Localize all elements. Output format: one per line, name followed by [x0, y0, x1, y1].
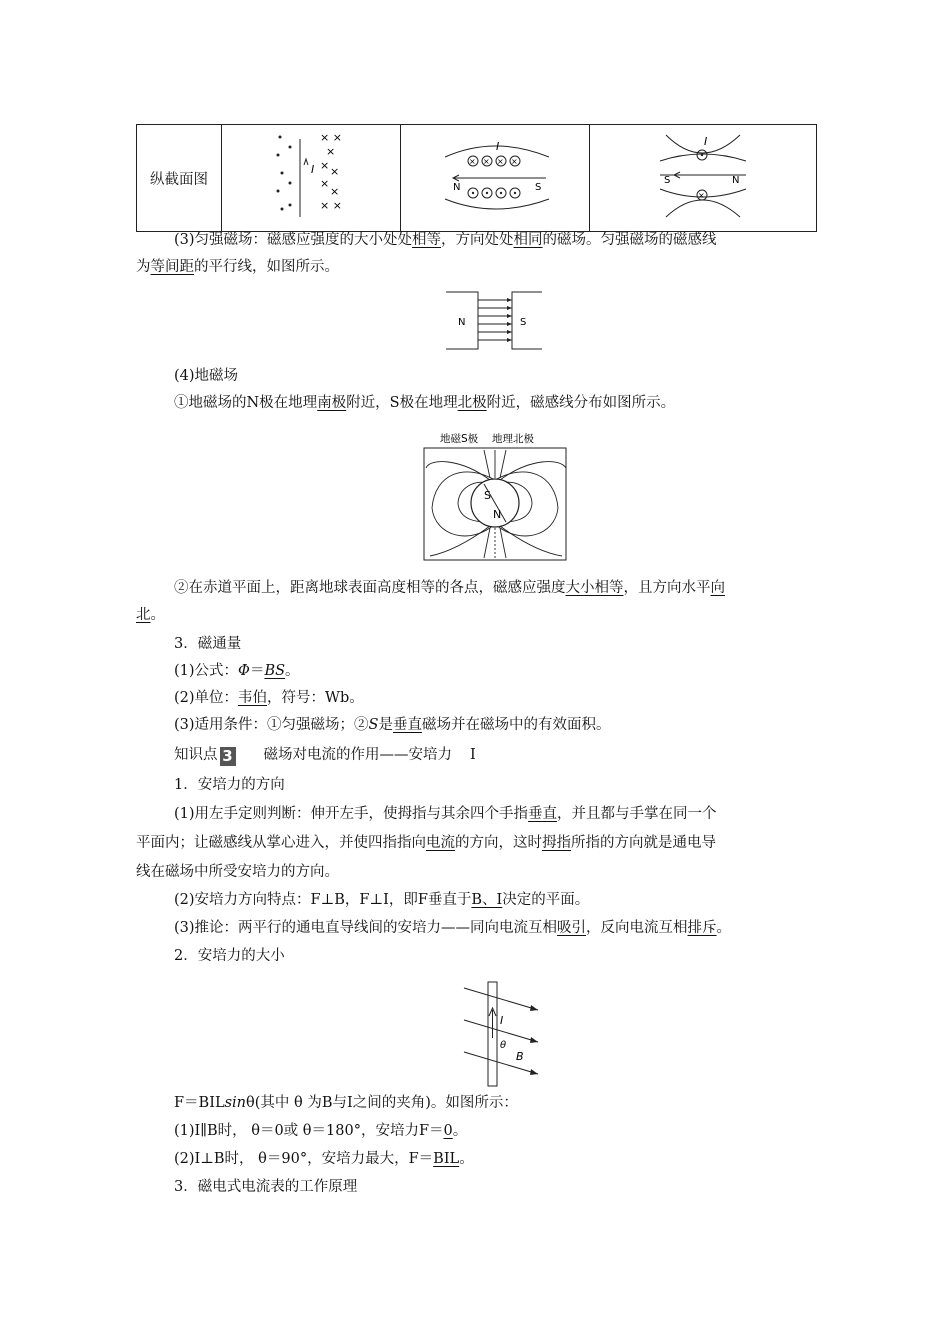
earth-field-heading: (4)地磁场 — [174, 368, 239, 384]
row-label-cell — [137, 125, 222, 232]
direction-line-5: (3)推论：两平行的通电直导线间的安培力——同向电流互相吸引，反向电流互相排斥。 — [174, 920, 732, 936]
earth-field-figure — [420, 428, 570, 564]
direction-heading: 1．安培力的方向 — [174, 777, 285, 793]
row-label: 纵截面图 — [150, 171, 208, 188]
svg-text:×: × — [320, 159, 330, 172]
direction-line-3: 线在磁场中所受安培力的方向。 — [136, 864, 339, 880]
flux-conditions: (3)适用条件：①匀强磁场；②S是垂直磁场并在磁场中的有效面积。 — [174, 717, 611, 733]
knowledge-point-heading: 知识点 3 磁场对电流的作用——安培力 Ⅰ — [174, 747, 476, 765]
meter-heading: 3．磁电式电流表的工作原理 — [174, 1179, 358, 1195]
uniform-n-label: N — [458, 317, 466, 328]
earth-field-line-3: 北。 — [136, 607, 165, 623]
uniform-s-label: S — [520, 317, 527, 328]
earth-field-line-1: ①地磁场的N极在地理南极附近，S极在地理北极附近，磁感线分布如图所示。 — [174, 395, 676, 411]
svg-text:×: × — [483, 157, 490, 166]
svg-text:×: × — [320, 177, 330, 190]
solenoid-figure-cell — [401, 125, 590, 232]
svg-text:×: × — [698, 191, 705, 200]
straight-wire-figure-cell — [222, 125, 401, 232]
ring-left-pole: S — [664, 175, 671, 186]
direction-line-2: 平面内；让磁感线从掌心进入，并使四指指向电流的方向，这时拇指所指的方向就是通电导 — [136, 835, 716, 851]
svg-text:×: × — [330, 185, 340, 198]
direction-line-1: (1)用左手定则判断：伸开左手，使拇指与其余四个手指垂直，并且都与手掌在同一个 — [174, 806, 717, 822]
svg-text:×: × — [330, 165, 340, 178]
svg-text:×: × — [469, 157, 476, 166]
ring-current-cross-section-figure — [590, 125, 816, 227]
perpendicular-case: (2)I⊥B时， θ＝90°，安培力最大，F＝BIL。 — [174, 1151, 474, 1167]
ring-right-pole: N — [732, 175, 740, 186]
solenoid-left-pole: N — [453, 182, 461, 193]
current-label: I — [500, 1014, 504, 1027]
svg-text:× ×: × × — [320, 131, 342, 144]
svg-text:×: × — [511, 157, 518, 166]
straight-wire-cross-section-figure — [222, 125, 400, 227]
ampere-force-figure — [460, 980, 550, 1088]
magnitude-heading: 2．安培力的大小 — [174, 948, 285, 964]
ring-figure-cell — [590, 125, 817, 232]
direction-line-4: (2)安培力方向特点：F⊥B，F⊥I，即F垂直于B、I决定的平面。 — [174, 892, 590, 908]
b-field-label: B — [516, 1050, 524, 1063]
earth-s-label: S — [484, 489, 491, 502]
svg-text:×: × — [326, 145, 336, 158]
current-label: I — [704, 135, 708, 148]
svg-text:× ×: × × — [320, 199, 342, 212]
force-formula: F＝BILsinθ(其中 θ 为B与I之间的夹角)。如图所示： — [174, 1095, 518, 1111]
geographic-north-caption: 地理北极 — [492, 433, 534, 445]
theta-label: θ — [500, 1040, 507, 1051]
uniform-field-figure — [446, 291, 542, 351]
flux-formula: (1)公式：Φ＝BS。 — [174, 663, 300, 679]
uniform-field-line-2: 为等间距的平行线，如图所示。 — [136, 259, 339, 275]
flux-heading: 3．磁通量 — [174, 636, 242, 652]
cross-section-table — [136, 124, 817, 232]
current-label: I — [496, 140, 500, 153]
solenoid-cross-section-figure — [401, 125, 589, 227]
solenoid-right-pole: S — [535, 182, 542, 193]
flux-unit: (2)单位：韦伯，符号：Wb。 — [174, 690, 364, 706]
current-label: I — [311, 163, 315, 176]
svg-text:×: × — [497, 157, 504, 166]
earth-n-label: N — [493, 508, 502, 521]
earth-field-line-2: ②在赤道平面上，距离地球表面高度相等的各点，磁感应强度大小相等，且方向水平向 — [174, 580, 725, 596]
knowledge-point-level: Ⅰ — [470, 747, 476, 763]
knowledge-point-number: 3 — [220, 747, 236, 766]
parallel-case: (1)I∥B时， θ＝0或 θ＝180°，安培力F＝0。 — [174, 1123, 468, 1139]
knowledge-point-title: 磁场对电流的作用——安培力 — [263, 747, 452, 763]
uniform-field-line-1: (3)匀强磁场：磁感应强度的大小处处相等，方向处处相同的磁场。匀强磁场的磁感线 — [174, 232, 717, 248]
earth-s-pole-caption: 地磁S极 — [440, 433, 479, 445]
